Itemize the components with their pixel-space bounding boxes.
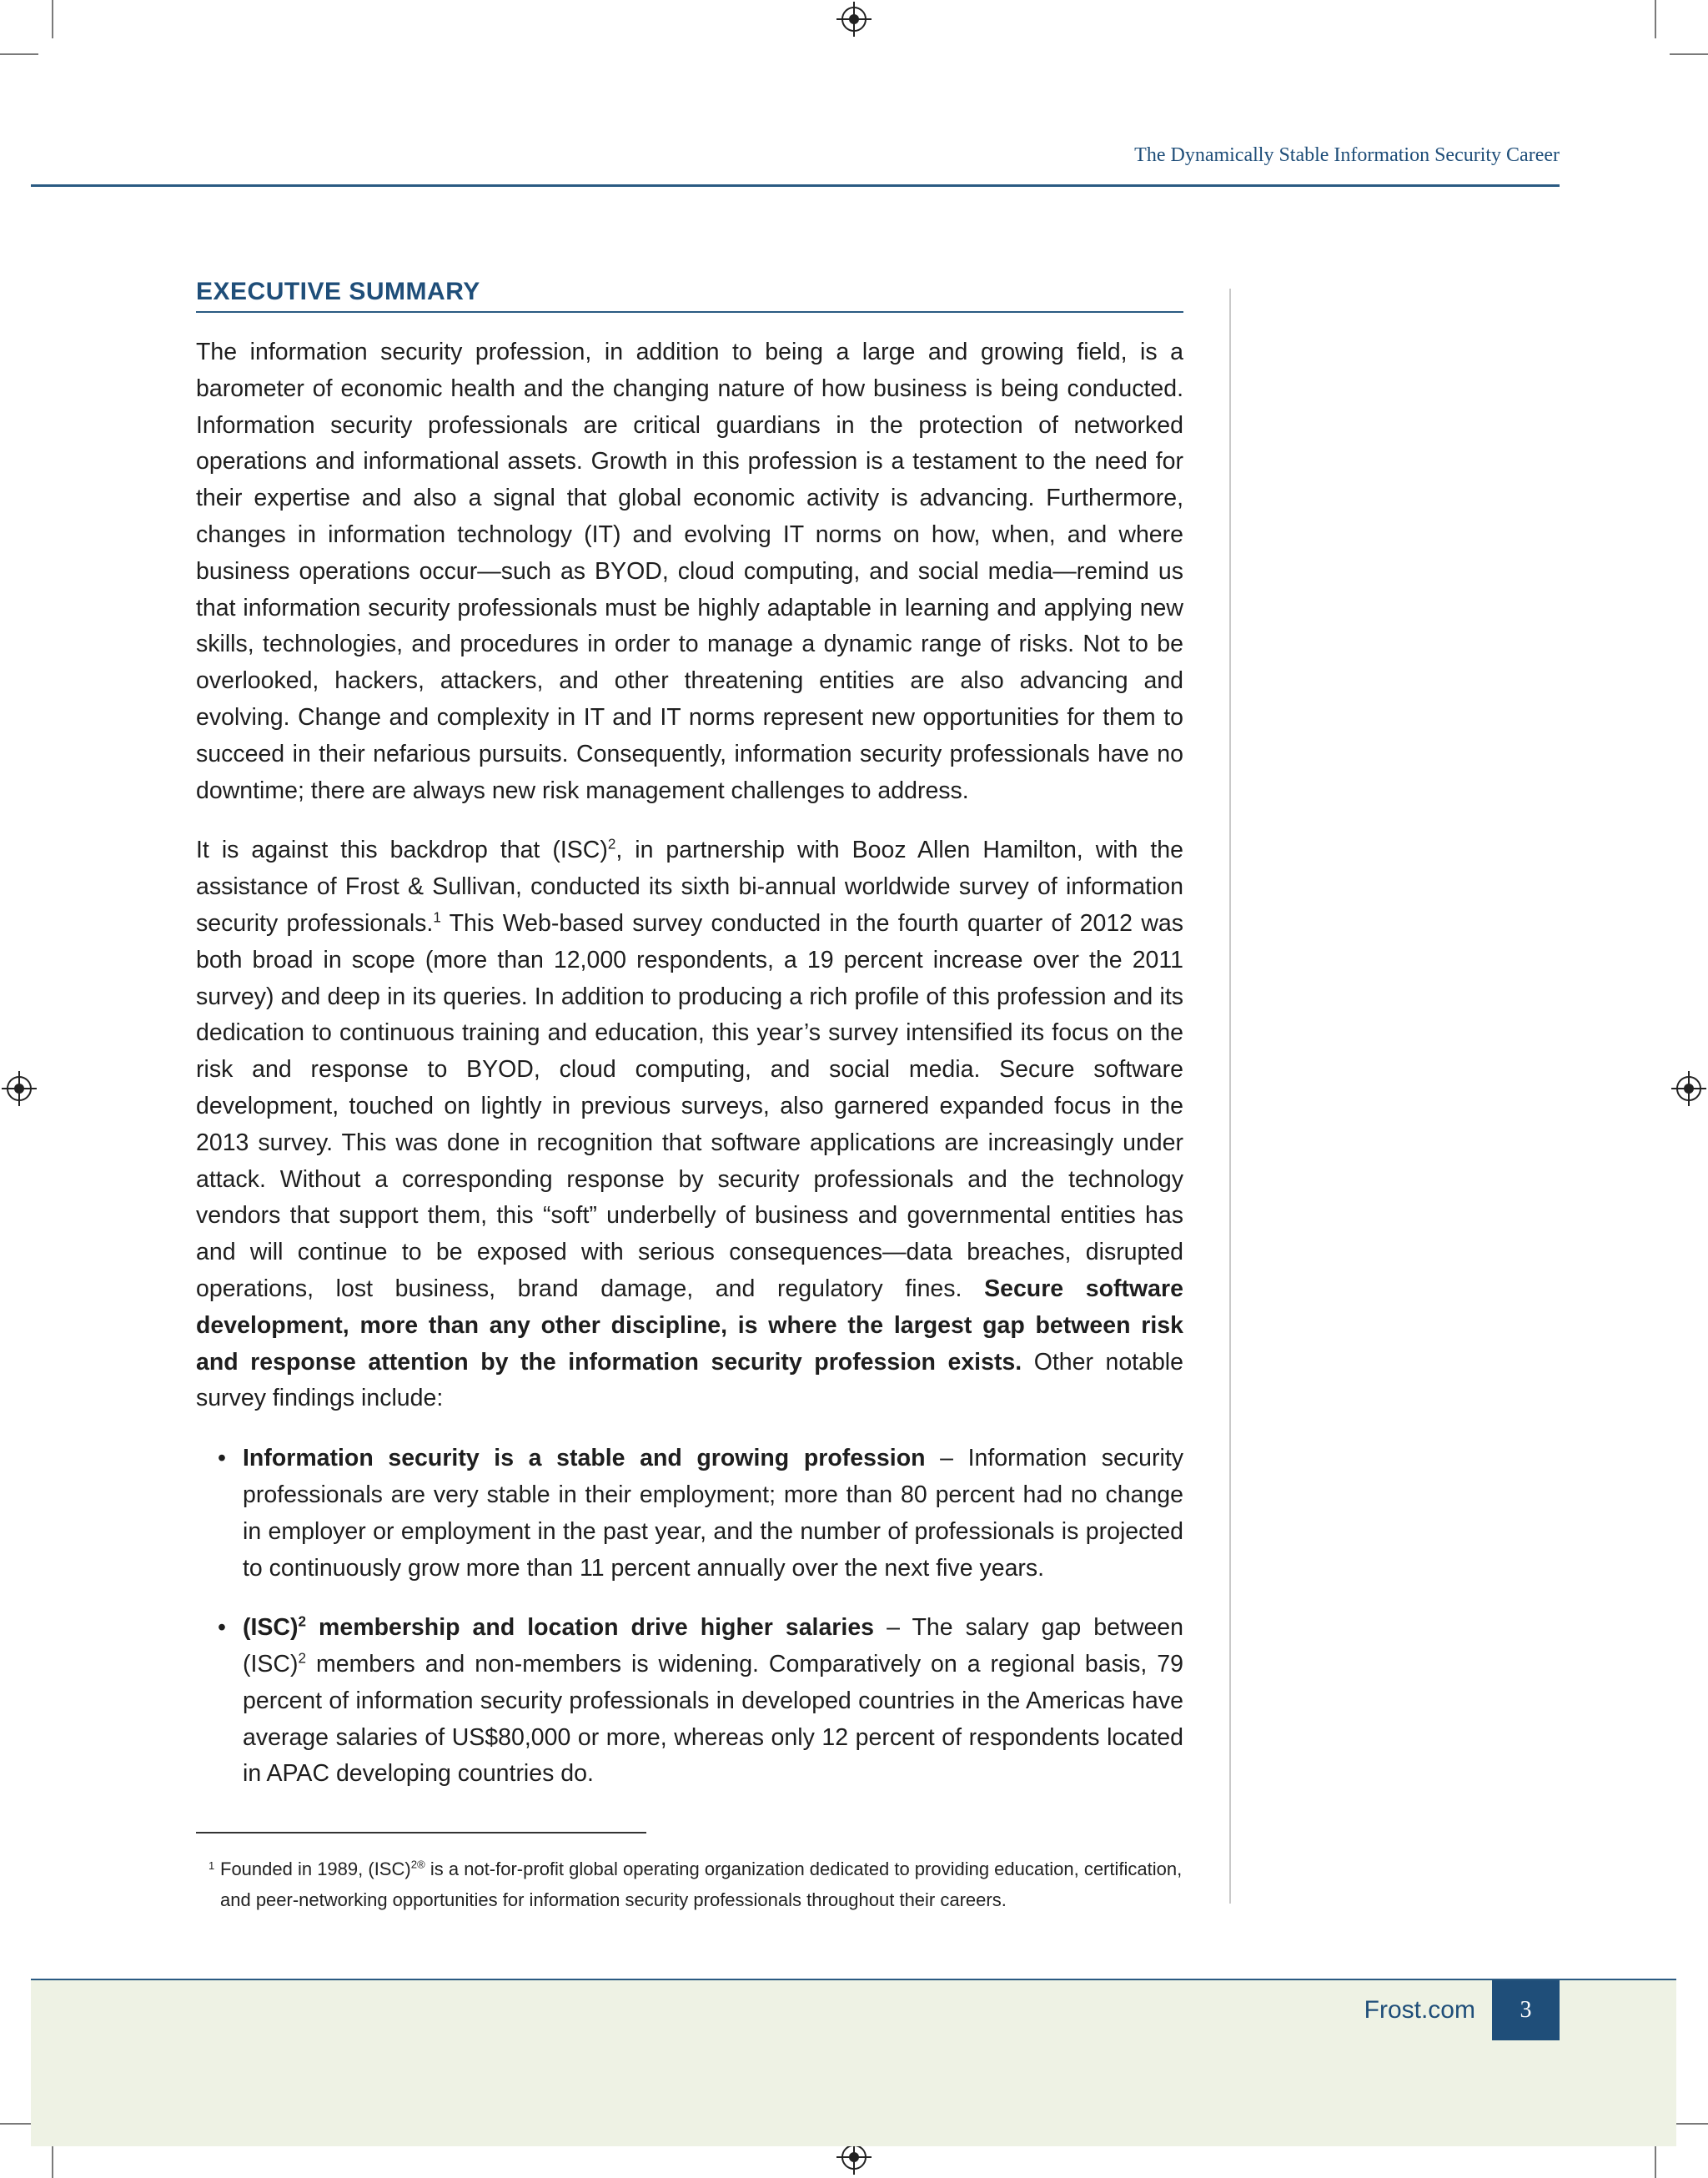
- list-item-lead: Information security is a stable and growing profession: [243, 1445, 926, 1472]
- header-rule: [31, 184, 1560, 187]
- text-run: Other notable survey findings include:: [196, 1348, 1183, 1412]
- section-title: EXECUTIVE SUMMARY: [196, 278, 1183, 313]
- list-item: [196, 1610, 1183, 1793]
- registration-mark-icon: [1676, 1076, 1701, 1101]
- list-item-lead: [243, 1614, 874, 1641]
- text-run: Founded in 1989, (ISC): [220, 1859, 411, 1879]
- footer-site-link[interactable]: Frost.com: [1364, 1996, 1475, 2024]
- list-item: [196, 1441, 1183, 1587]
- paragraph-survey: [196, 832, 1183, 1417]
- findings-list: [196, 1441, 1183, 1793]
- paragraph-intro: The information security profession, in addition to being a large and growing field, is a barometer of economic health and the changing nature of how business is being conducted. Information security professionals are critical guardians in the protection of networked operations and informational assets. Growth in this profession is a testament to the need for their expertise and also a signal that global economic activity is advancing. Furthermore, changes in information technology (IT) and evolving IT norms on how, when, and where business operations occur—such as BYOD, cloud computing, and social media—remind us that information security professionals must be highly adaptable in learning and applying new skills, technologies, and procedures in order to manage a dynamic range of risks. Not to be overlooked, hackers, attackers, and other threatening entities are also advancing and evolving. Change and complexity in IT and IT norms represent new opportunities for them to succeed in their nefarious pursuits. Consequently, information security professionals have no downtime; there are always new risk management challenges to address.: [196, 339, 1183, 804]
- page-number: 3: [1492, 1980, 1560, 2040]
- crop-mark: [1670, 53, 1708, 55]
- footnote-reference[interactable]: 1: [433, 909, 441, 926]
- sidebar-rule: [1229, 289, 1231, 1904]
- footnote: [208, 1854, 1184, 1915]
- text-run: , in partnership with Booz Allen Hamilton, with the assistance of Frost & Sullivan, conducted its sixth bi-annual worldwide survey of information security professionals.: [196, 837, 1183, 937]
- text-run: It is against this backdrop that (ISC): [196, 837, 608, 864]
- superscript: 2: [607, 836, 616, 853]
- list-item-text: – The salary gap between (ISC): [243, 1614, 1183, 1678]
- registration-mark-icon: [7, 1076, 32, 1101]
- text-run: This Web-based survey conducted in the fourth quarter of 2012 was both broad in scope (more than 12,000 respondents, a 19 percent increase over the 2011 survey) and deep in its queries. In addition to producing a rich profile of this profession and its dedication to continuous training and education, this year’s survey intensified its focus on the risk and response to BYOD, cloud computing, and social media. Secure software development, touched on lightly in previous surveys, also garnered expanded focus in the 2013 survey. This was done in recognition that software applications are increasingly under attack. Without a corresponding response by security professionals and the technology vendors that support them, this “soft” underbelly of business and governmental entities has and will continue to be exposed with serious consequences—data breaches, disrupted operations, lost business, brand damage, and regulatory fines.: [196, 909, 1184, 1302]
- running-header: The Dynamically Stable Information Security Career: [1134, 144, 1560, 166]
- registration-mark-icon: [841, 7, 867, 32]
- bullet-icon: •: [218, 1445, 226, 1472]
- text-run: is a not-for-profit global operating organization dedicated to providing education, certification, and peer-networking opportunities for information security professionals throughout their careers.: [220, 1859, 1183, 1910]
- list-item-text: – Information security professionals are very stable in their employment; more than 80 percent had no change in employer or employment in the past year, and the number of professionals is projected to continuously grow more than 11 percent annually over the next five years.: [243, 1445, 1183, 1582]
- footnote-number: 1: [208, 1859, 215, 1872]
- footnote-rule: [196, 1832, 646, 1833]
- text-run: membership and location drive higher salaries: [306, 1614, 875, 1642]
- superscript: 2: [298, 1613, 307, 1630]
- bullet-icon: •: [218, 1614, 226, 1642]
- registration-mark-icon: [841, 2145, 867, 2170]
- footer-rule: [31, 1979, 1676, 1980]
- emphasis-text: Secure software development, more than any other discipline, is where the largest gap between risk and response attention by the information security profession exists.: [196, 1275, 1183, 1376]
- footnote-text: [208, 1854, 1184, 1915]
- main-column: [196, 278, 1183, 1816]
- superscript: 2: [298, 1650, 307, 1667]
- superscript: 2®: [410, 1858, 425, 1871]
- text-run: (ISC): [243, 1614, 299, 1642]
- list-item-text: members and non-members is widening. Comparatively on a regional basis, 79 percent of information security professionals in developed countries in the Americas have average salaries of US$80,000 or more, whereas only 12 percent of respondents located in APAC developing countries do.: [243, 1651, 1183, 1788]
- crop-mark: [0, 53, 38, 55]
- crop-mark: [52, 0, 53, 38]
- crop-mark: [1655, 0, 1656, 38]
